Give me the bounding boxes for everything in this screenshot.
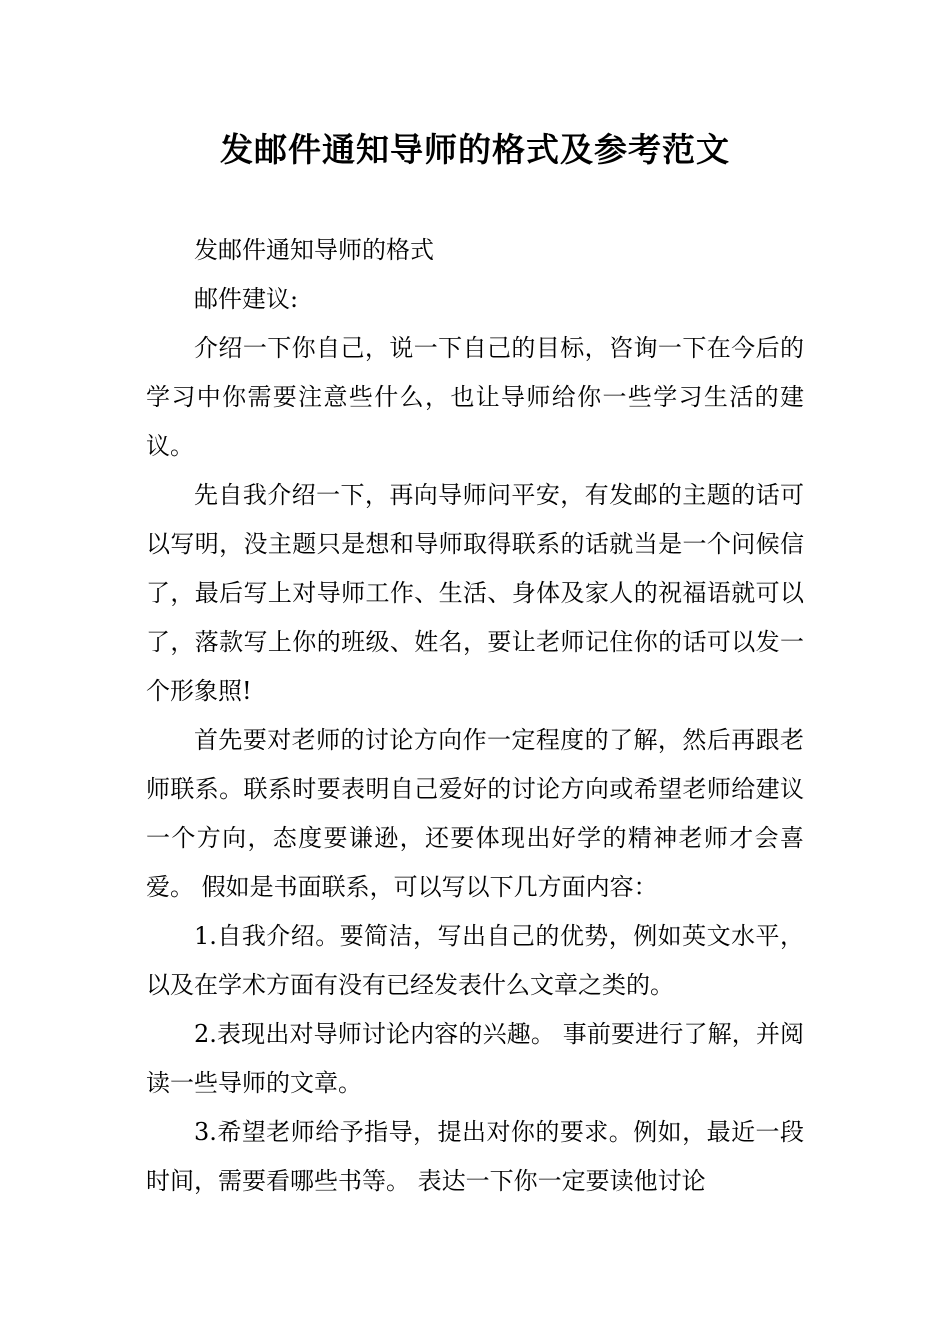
paragraph: 介绍一下你自己，说一下自己的目标，咨询一下在今后的学习中你需要注意些什么，也让导师给你一些学习生活的建议。 xyxy=(146,334,804,460)
list-item: 3.希望老师给予指导，提出对你的要求。例如，最近一段时间，需要看哪些书等。 表达一下你一定要读他讨论 xyxy=(146,1118,804,1195)
paragraph-suggestion-label: 邮件建议: xyxy=(194,285,299,313)
paragraph: 首先要对老师的讨论方向作一定程度的了解，然后再跟老师联系。联系时要表明自己爱好的讨论方向或希望老师给建议一个方向，态度要谦逊，还要体现出好学的精神老师才会喜爱。 假如是书面联系，可以写以下几方面内容： xyxy=(146,726,804,901)
list-item: 1.自我介绍。要简洁，写出自己的优势，例如英文水平，以及在学术方面有没有已经发表什么文章之类的。 xyxy=(146,922,804,999)
paragraph-subtitle: 发邮件通知导师的格式 xyxy=(194,236,434,264)
document-body xyxy=(146,226,804,1206)
document-title: 发邮件通知导师的格式及参考范文 xyxy=(220,130,730,169)
list-item: 2.表现出对导师讨论内容的兴趣。 事前要进行了解，并阅读一些导师的文章。 xyxy=(146,1020,804,1097)
paragraph: 先自我介绍一下，再向导师问平安，有发邮的主题的话可以写明，没主题只是想和导师取得联系的话就当是一个问候信了，最后写上对导师工作、生活、身体及家人的祝福语就可以了，落款写上你的班级、姓名，要让老师记住你的话可以发一个形象照! xyxy=(146,481,804,705)
